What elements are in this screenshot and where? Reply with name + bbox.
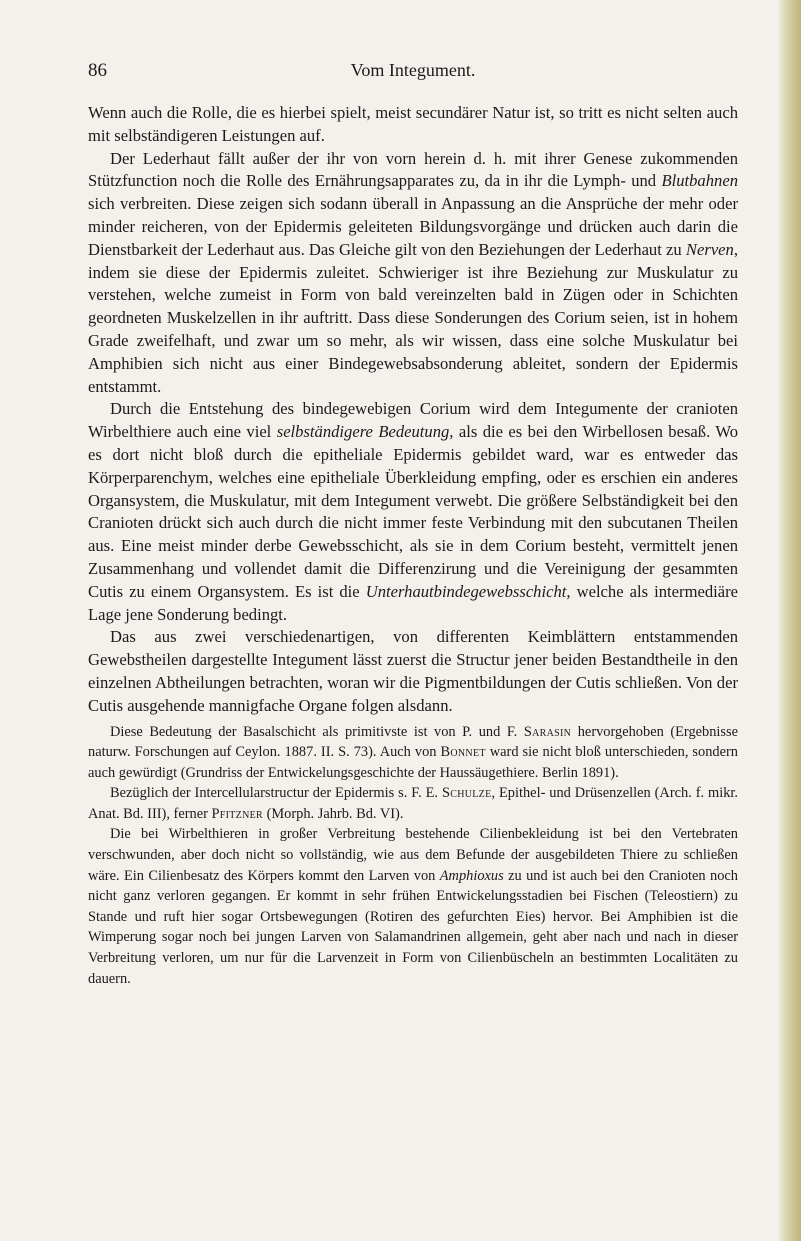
running-head: Vom Integument. xyxy=(350,60,476,80)
paragraph-1: Wenn auch die Rolle, die es hierbei spielt, meist secundärer Natur ist, so tritt es nicht selten auch mit selbständigeren Leistungen auf. xyxy=(88,103,738,145)
main-text xyxy=(88,102,738,718)
author-schulze: Schulze xyxy=(441,785,492,802)
author-pfitzner: Pfitzner xyxy=(211,805,263,822)
emphasis-amphioxus: Amphioxus xyxy=(439,867,504,884)
emphasis-unterhaut: Unterhautbindegewebsschicht, xyxy=(365,581,571,601)
author-bonnet: Bonnet xyxy=(440,744,486,761)
note-2: Bezüglich der Intercellularstructur der Epidermis s. F. E. Schulze, Epithel- und Drüsenzellen (Arch. f. mikr. Anat. Bd. III), ferner Pfitzner (Morph. Jahrb. Bd. VI). xyxy=(88,785,739,822)
paragraph-4: Das aus zwei verschiedenartigen, von differenten Keimblättern entstammenden Gewebstheilen dargestellte Integument lässt zuerst die Structur jener beiden Bestandtheile in den einzelnen Abtheilungen betrachten, woran wir die Pigmentbildungen der Cutis schließen. Von der Cutis ausgehende mannigfache Organe folgen alsdann. xyxy=(88,627,738,715)
page-header xyxy=(88,60,738,90)
note-3: Die bei Wirbelthieren in großer Verbreitung bestehende Cilienbekleidung ist bei den Vertebraten verschwunden, aber doch nicht so vollständig, wie aus dem Befunde der ausgebildeten Thiere zu schließen wäre. Ein Cilienbesatz des Körpers kommt den Larven von Amphioxus zu und ist auch bei den Cranioten noch nicht ganz verloren gegangen. Er kommt in sehr frühen Entwickelungsstadien bei Fischen (Teleostiern) zu Stande und ruft hier sogar Ortsbewegungen (Rotiren des gefurchten Eies) hervor. Bei Amphibien ist die Wimperung sogar noch bei jungen Larven von Salamandrinen allgemein, geht aber nach und nach in dieser Verbreitung verloren, um nur für die Larvenzeit in Form von Cilienbüscheln an bestimmten Localitäten zu dauern. xyxy=(88,826,738,987)
paragraph-3: Durch die Entstehung des bindegewebigen Corium wird dem Integumente der cranioten Wirbelthiere auch eine viel selbständigere Bedeutung, als die es bei den Wirbellosen besaß. Wo es dort nicht bloß durch die epitheliale Epidermis gebildet ward, war es entweder das Körperparenchym, welches eine epitheliale Überkleidung empfing, oder es erschien ein anderes Organsystem, die Muskulatur, mit dem Integument verwebt. Die größere Selbständigkeit bei den Cranioten drückt sich auch durch die nicht immer feste Verbindung mit den subcutanen Theilen aus. Eine meist minder derbe Gewebsschicht, als sie in dem Corium besteht, vermittelt jenen Zusammenhang und vollendet damit die Differenzirung und die Vereinigung der gesammten Cutis zu einem Organsystem. Es ist die Unterhautbindegewebsschicht, welche als intermediäre Lage jene Sonderung bedingt. xyxy=(88,399,738,624)
page-body xyxy=(88,102,738,989)
emphasis-bedeutung: selbständigere Bedeutung, xyxy=(276,422,454,442)
page-number: 86 xyxy=(88,60,107,81)
notes-section xyxy=(88,722,738,990)
note-1: Diese Bedeutung der Basalschicht als primitivste ist von P. und F. Sarasin hervorgehoben (Ergebnisse naturw. Forschungen auf Ceylon. 1887. II. S. 73). Auch von Bonnet ward sie nicht bloß unterschieden, sondern auch gewürdigt (Grundriss der Entwickelungsgeschichte der Haussäugethiere. Berlin 1891). xyxy=(88,723,739,781)
emphasis-nerven: Nerven xyxy=(685,239,734,259)
emphasis-blutbahnen: Blutbahnen xyxy=(661,171,738,191)
author-sarasin: Sarasin xyxy=(523,723,572,740)
paragraph-2: Der Lederhaut fällt außer der ihr von vorn herein d. h. mit ihrer Genese zukommenden Stützfunction noch die Rolle des Ernährungsapparates zu, da in ihr die Lymph- und Blutbahnen sich verbreiten. Diese zeigen sich sodann überall in Anpassung an die Ansprüche der mehr oder minder reicheren, von der Epidermis geleiteten Bildungsvorgänge und drücken auch darin die Dienstbarkeit der Lederhaut aus. Das Gleiche gilt von den Beziehungen der Lederhaut zu Nerven, indem sie diese der Epidermis zuleitet. Schwieriger ist ihre Beziehung zur Muskulatur zu verstehen, welche zumeist in Form von bald vereinzelten bald in Zügen oder in Schichten geordneten Muskelzellen in ihr auftritt. Dass diese Sonderungen des Corium seien, ist in hohem Grade zweifelhaft, und zwar um so mehr, als wir wissen, dass eine solche Muskulatur bei Amphibien sich nicht aus einer Bindegewebsabsonderung ableitet, sondern der Epidermis entstammt. xyxy=(88,148,738,396)
page-edge xyxy=(779,0,801,1241)
